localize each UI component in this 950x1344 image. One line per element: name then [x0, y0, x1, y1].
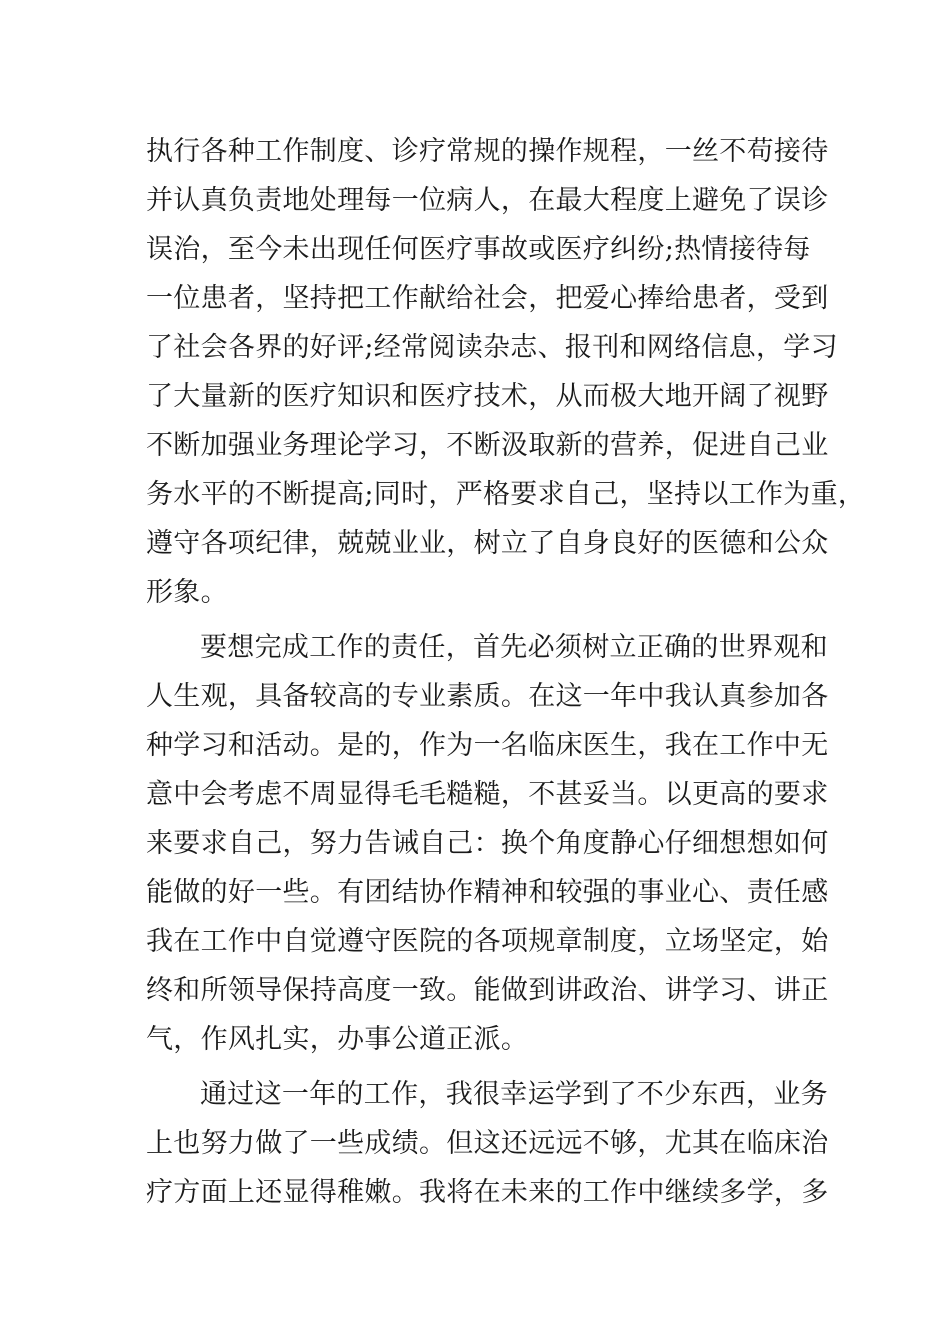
text-line: 疗方面上还显得稚嫩。我将在未来的工作中继续多学，多: [146, 1177, 829, 1208]
text-line: 人生观，具备较高的专业素质。在这一年中我认真参加各: [146, 681, 829, 712]
text-line: 我在工作中自觉遵守医院的各项规章制度，立场坚定，始: [146, 926, 829, 957]
text-line: 上也努力做了一些成绩。但这还远远不够，尤其在临床治: [146, 1128, 829, 1159]
text-line: 来要求自己，努力告诫自己：换个角度静心仔细想想如何: [146, 828, 829, 859]
text-line: 能做的好一些。有团结协作精神和较强的事业心、责任感: [146, 877, 829, 908]
text-line: 气，作风扎实，办事公道正派。: [146, 1024, 529, 1055]
text-line: 一位患者，坚持把工作献给社会，把爱心捧给患者，受到: [146, 283, 829, 314]
text-line: 并认真负责地处理每一位病人，在最大程度上避免了误诊: [146, 185, 829, 216]
text-line: 了社会各界的好评;经常阅读杂志、报刊和网络信息，学习: [146, 332, 838, 363]
text-line: 执行各种工作制度、诊疗常规的操作规程，一丝不苟接待: [146, 136, 829, 167]
text-line: 终和所领导保持高度一致。能做到讲政治、讲学习、讲正: [146, 975, 829, 1006]
text-line: 种学习和活动。是的，作为一名临床医生，我在工作中无: [146, 730, 829, 761]
text-line: 务水平的不断提高;同时，严格要求自己，坚持以工作为重，: [146, 479, 866, 510]
paragraph-first-line: 要想完成工作的责任，首先必须树立正确的世界观和: [200, 632, 828, 663]
paragraph-first-line: 通过这一年的工作，我很幸运学到了不少东西，业务: [200, 1079, 828, 1110]
text-line: 不断加强业务理论学习，不断汲取新的营养，促进自己业: [146, 430, 829, 461]
text-line: 形象。: [146, 577, 228, 608]
text-line: 遵守各项纪律，兢兢业业，树立了自身良好的医德和公众: [146, 528, 829, 559]
text-line: 意中会考虑不周显得毛毛糙糙，不甚妥当。以更高的要求: [146, 779, 829, 810]
text-line: 了大量新的医疗知识和医疗技术，从而极大地开阔了视野: [146, 381, 829, 412]
text-line: 误治，至今未出现任何医疗事故或医疗纠纷;热情接待每: [146, 234, 811, 265]
